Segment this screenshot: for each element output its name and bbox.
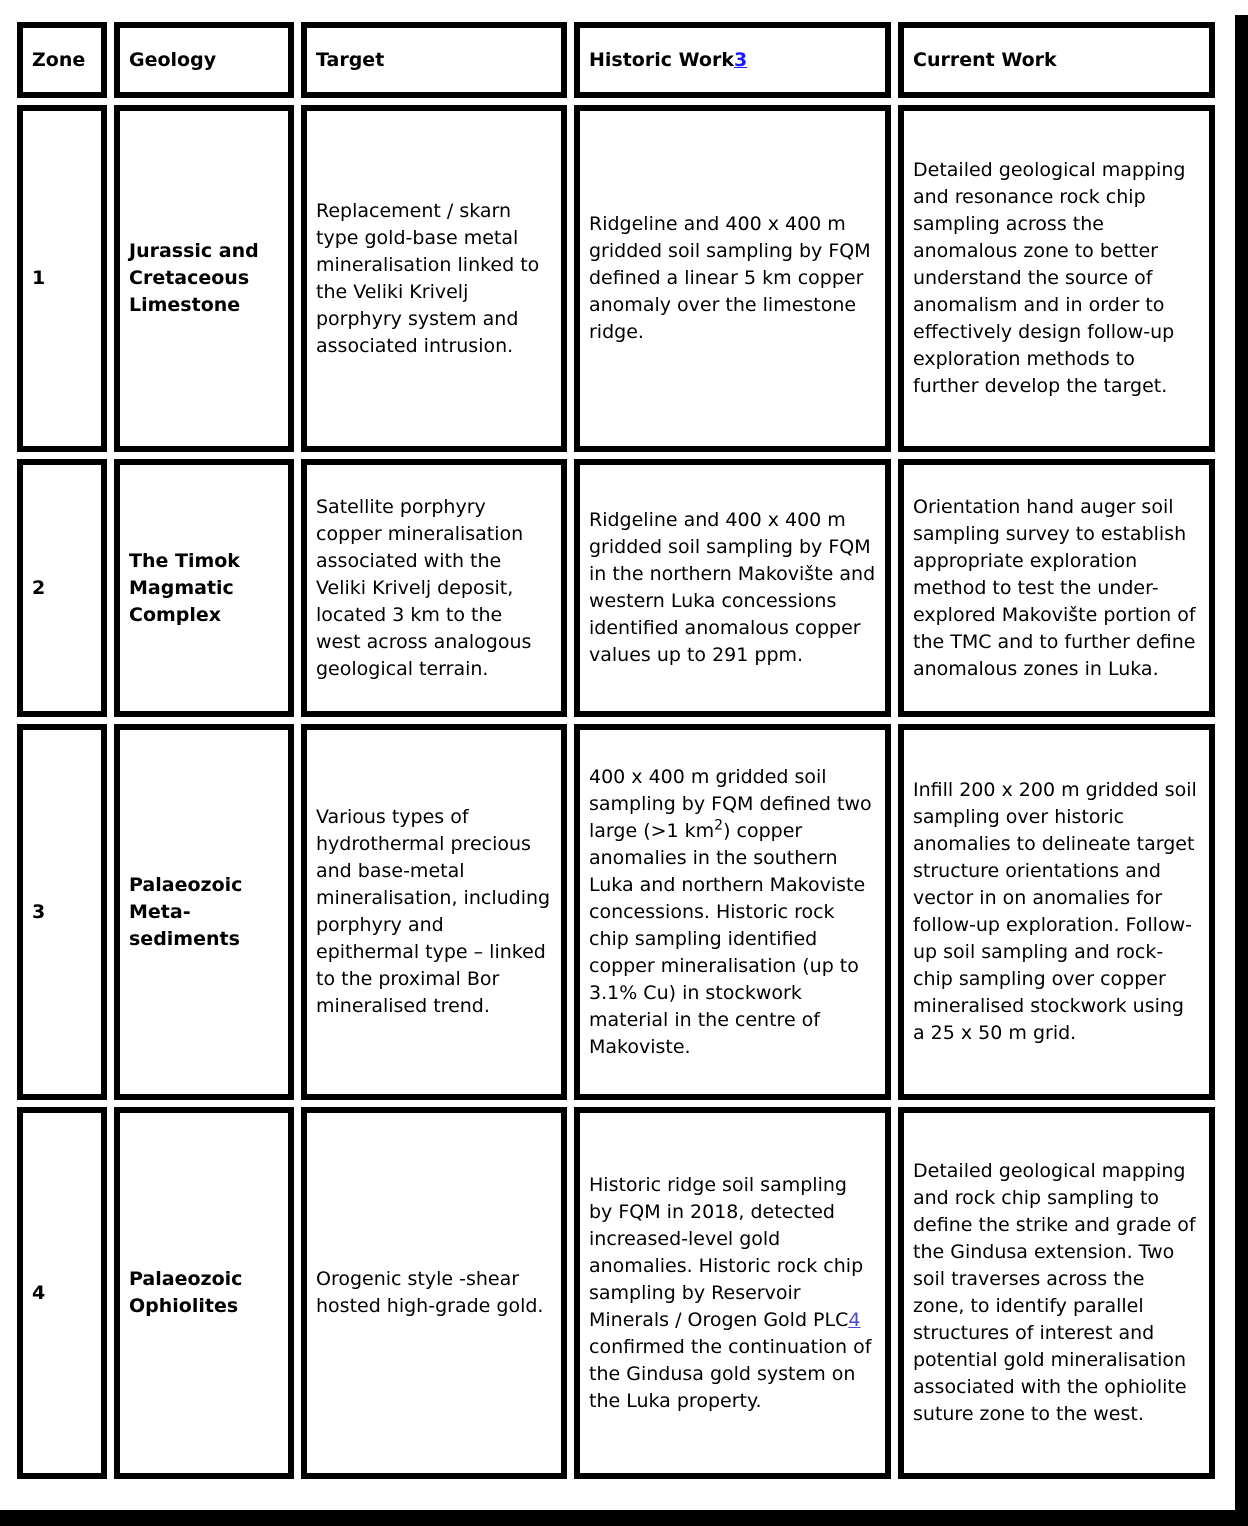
- zone-cell: 2: [17, 459, 107, 717]
- exploration-zones-table: [10, 15, 1222, 1486]
- target-cell: Replacement / skarn type gold-base metal mineralisation linked to the Veliki Krivelj porphyry system and associated intrusion.: [301, 105, 567, 452]
- col-header-zone-label: Zone: [32, 48, 86, 71]
- col-header-target-label: Target: [316, 48, 385, 71]
- historic-text-after-superscript: ) copper anomalies in the southern Luka and northern Makoviste concessions. Historic rock chip sampling identified copper mineralisation (up to 3.1% Cu) in stockwork material in the centre of Makoviste.: [589, 819, 866, 1058]
- historic-text-after-footnote: confirmed the continuation of the Gindusa gold system on the Luka property.: [589, 1335, 872, 1412]
- col-header-zone: [17, 22, 107, 98]
- historic-text-before-footnote: Historic ridge soil sampling by FQM in 2018, detected increased-level gold anomalies. Historic rock chip sampling by Reservoir Minerals / Orogen Gold PLC: [589, 1173, 864, 1331]
- historic-work-cell: Ridgeline and 400 x 400 m gridded soil sampling by FQM defined a linear 5 km copper anomaly over the limestone ridge.: [574, 105, 891, 452]
- geology-cell: Palaeozoic Ophiolites: [114, 1107, 294, 1479]
- current-work-cell: Detailed geological mapping and rock chip sampling to define the strike and grade of the Gindusa extension. Two soil traverses across the zone, to identify parallel structures of interest and potential gold mineralisation associated with the ophiolite suture zone to the west.: [898, 1107, 1215, 1479]
- historic-text-before-superscript: 400 x 400 m gridded soil sampling by FQM defined two large (>1 km: [589, 765, 872, 842]
- target-cell: Various types of hydrothermal precious and base-metal mineralisation, including porphyry and epithermal type – linked to the proximal Bor mineralised trend.: [301, 724, 567, 1100]
- current-work-cell: Orientation hand auger soil sampling survey to establish appropriate exploration method to test the under-explored Makovište portion of the TMC and to further define anomalous zones in Luka.: [898, 459, 1215, 717]
- target-cell: Satellite porphyry copper mineralisation associated with the Veliki Krivelj deposit, located 3 km to the west across analogous geological terrain.: [301, 459, 567, 717]
- geology-cell: Jurassic and Cretaceous Limestone: [114, 105, 294, 452]
- col-header-target: [301, 22, 567, 98]
- current-work-cell: Infill 200 x 200 m gridded soil sampling over historic anomalies to delineate target structure orientations and vector in on anomalies for follow-up exploration. Follow-up soil sampling and rock-chip sampling over copper mineralised stockwork using a 25 x 50 m grid.: [898, 724, 1215, 1100]
- col-header-historic-work: [574, 22, 891, 98]
- zone-cell: 1: [17, 105, 107, 452]
- footnote-3-link[interactable]: 3: [733, 48, 748, 71]
- zone-cell: 3: [17, 724, 107, 1100]
- km-squared-superscript: 2: [714, 817, 724, 834]
- current-work-cell: Detailed geological mapping and resonance rock chip sampling across the anomalous zone to better understand the source of anomalism and in order to effectively design follow-up exploration methods to further develop the target.: [898, 105, 1215, 452]
- historic-work-cell: [574, 1107, 891, 1479]
- target-cell: Orogenic style -shear hosted high-grade gold.: [301, 1107, 567, 1479]
- header-row: [17, 22, 1215, 98]
- bottom-edge-bar: [0, 1510, 1248, 1526]
- table-row-zone-1: [17, 105, 1215, 452]
- col-header-historic-work-label: Historic Work: [589, 48, 734, 71]
- zone-cell: 4: [17, 1107, 107, 1479]
- table-row-zone-3: [17, 724, 1215, 1100]
- table-row-zone-2: [17, 459, 1215, 717]
- col-header-current-work-label: Current Work: [913, 48, 1057, 71]
- footnote-4-link[interactable]: 4: [848, 1308, 861, 1331]
- historic-work-cell: [574, 724, 891, 1100]
- col-header-current-work: [898, 22, 1215, 98]
- table-row-zone-4: [17, 1107, 1215, 1479]
- geology-cell: The Timok Magmatic Complex: [114, 459, 294, 717]
- col-header-geology: [114, 22, 294, 98]
- geology-cell: Palaeozoic Meta-sediments: [114, 724, 294, 1100]
- col-header-geology-label: Geology: [129, 48, 217, 71]
- historic-work-cell: Ridgeline and 400 x 400 m gridded soil sampling by FQM in the northern Makovište and western Luka concessions identified anomalous copper values up to 291 ppm.: [574, 459, 891, 717]
- right-edge-bar: [1235, 15, 1248, 1526]
